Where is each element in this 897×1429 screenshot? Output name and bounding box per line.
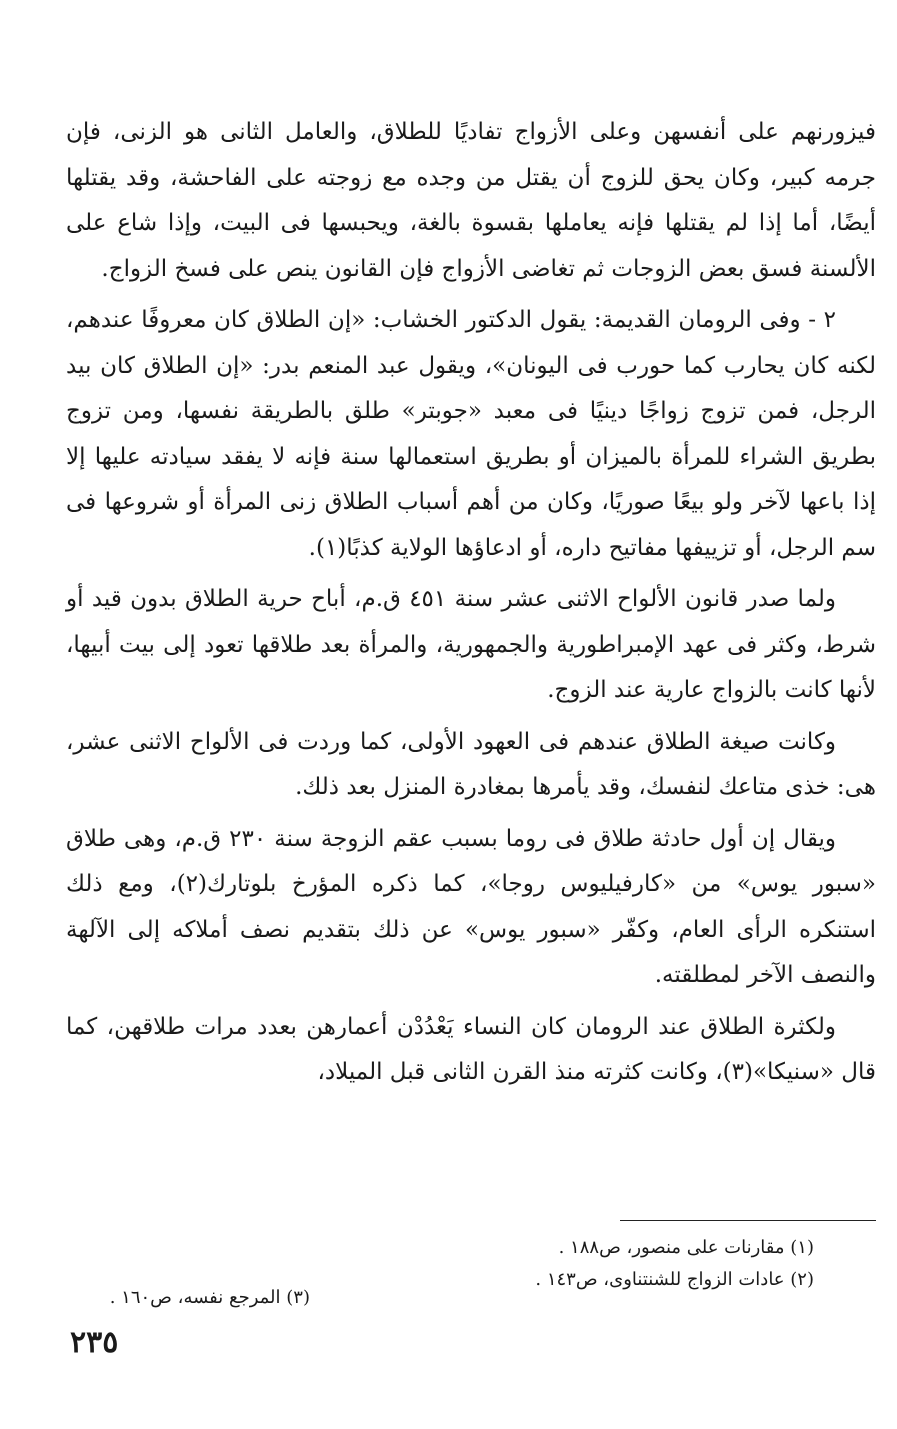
paragraph-2: ٢ - وفى الرومان القديمة: يقول الدكتور الخشاب: «إن الطلاق كان معروفًا عندهم، لكنه كان يحارب كما حورب فى اليونان»، ويقول عبد المنعم بدر: «إن الطلاق كان بيد الرجل، فمن تزوج زواجًا دينيًا فى معبد «جوبتر» طلق بالطريقة نفسها، ومن تزوج بطريق الشراء للمرأة بالميزان أو بطريق استعمالها سنة فإنه لا يفقد سيادته عليها إلا إذا باعها لآخر ولو بيعًا صوريًا، وكان من أهم أسباب الطلاق زنى المرأة أو شروعها فى سم الرجل، أو تزييفها مفاتيح داره، أو ادعاؤها الولاية كذبًا(١).	[66, 307, 876, 561]
footnote-1: (١) مقارنات على منصور، ص١٨٨ .	[558, 1237, 814, 1258]
body-text	[66, 110, 876, 1096]
paragraph-3: ولما صدر قانون الألواح الاثنى عشر سنة ٤٥١ ق.م، أباح حرية الطلاق بدون قيد أو شرط، وكثر فى عهد الإمبراطورية والجمهورية، والمرأة بعد طلاقها تعود إلى بيت أبيها، لأنها كانت بالزواج عارية عند الزوج.	[66, 586, 876, 703]
footnote-divider	[620, 1220, 876, 1221]
paragraph-5: ويقال إن أول حادثة طلاق فى روما بسبب عقم الزوجة سنة ٢٣٠ ق.م، وهى طلاق «سبور يوس» من «كارفيليوس روجا»، كما ذكره المؤرخ بلوتارك(٢)، ومع ذلك استنكره الرأى العام، وكفّر «سبور يوس» عن ذلك بتقديم نصف أملاكه إلى الآلهة والنصف الآخر لمطلقته.	[66, 825, 876, 988]
footnote-2: (٢) عادات الزواج للشنتناوى، ص١٤٣ .	[535, 1269, 814, 1290]
paragraph-1: فيزورنهم على أنفسهن وعلى الأزواج تفاديًا للطلاق، والعامل الثانى هو الزنى، فإن جرمه كبير، وكان يحق للزوج أن يقتل من وجده مع زوجته على الفاحشة، وقد يقتلها أيضًا، أما إذا لم يقتلها فإنه يعاملها بقسوة بالغة، ويحبسها فى البيت، وإذا شاع على الألسنة فسق بعض الزوجات ثم تغاضى الأزواج فإن القانون ينص على فسخ الزواج.	[66, 119, 876, 282]
paragraph-6: ولكثرة الطلاق عند الرومان كان النساء يَعْدُدْن أعمارهن بعدد مرات طلاقهن، كما قال «سنيكا»(٣)، وكانت كثرته منذ القرن الثانى قبل الميلاد،	[66, 1013, 876, 1085]
footnote-3: (٣) المرجع نفسه، ص١٦٠ .	[109, 1287, 310, 1308]
page-number: ٢٣٥	[70, 1325, 119, 1360]
paragraph-4: وكانت صيغة الطلاق عندهم فى العهود الأولى، كما وردت فى الألواح الاثنى عشر، هى: خذى متاعك لنفسك، وقد يأمرها بمغادرة المنزل بعد ذلك.	[66, 728, 876, 800]
